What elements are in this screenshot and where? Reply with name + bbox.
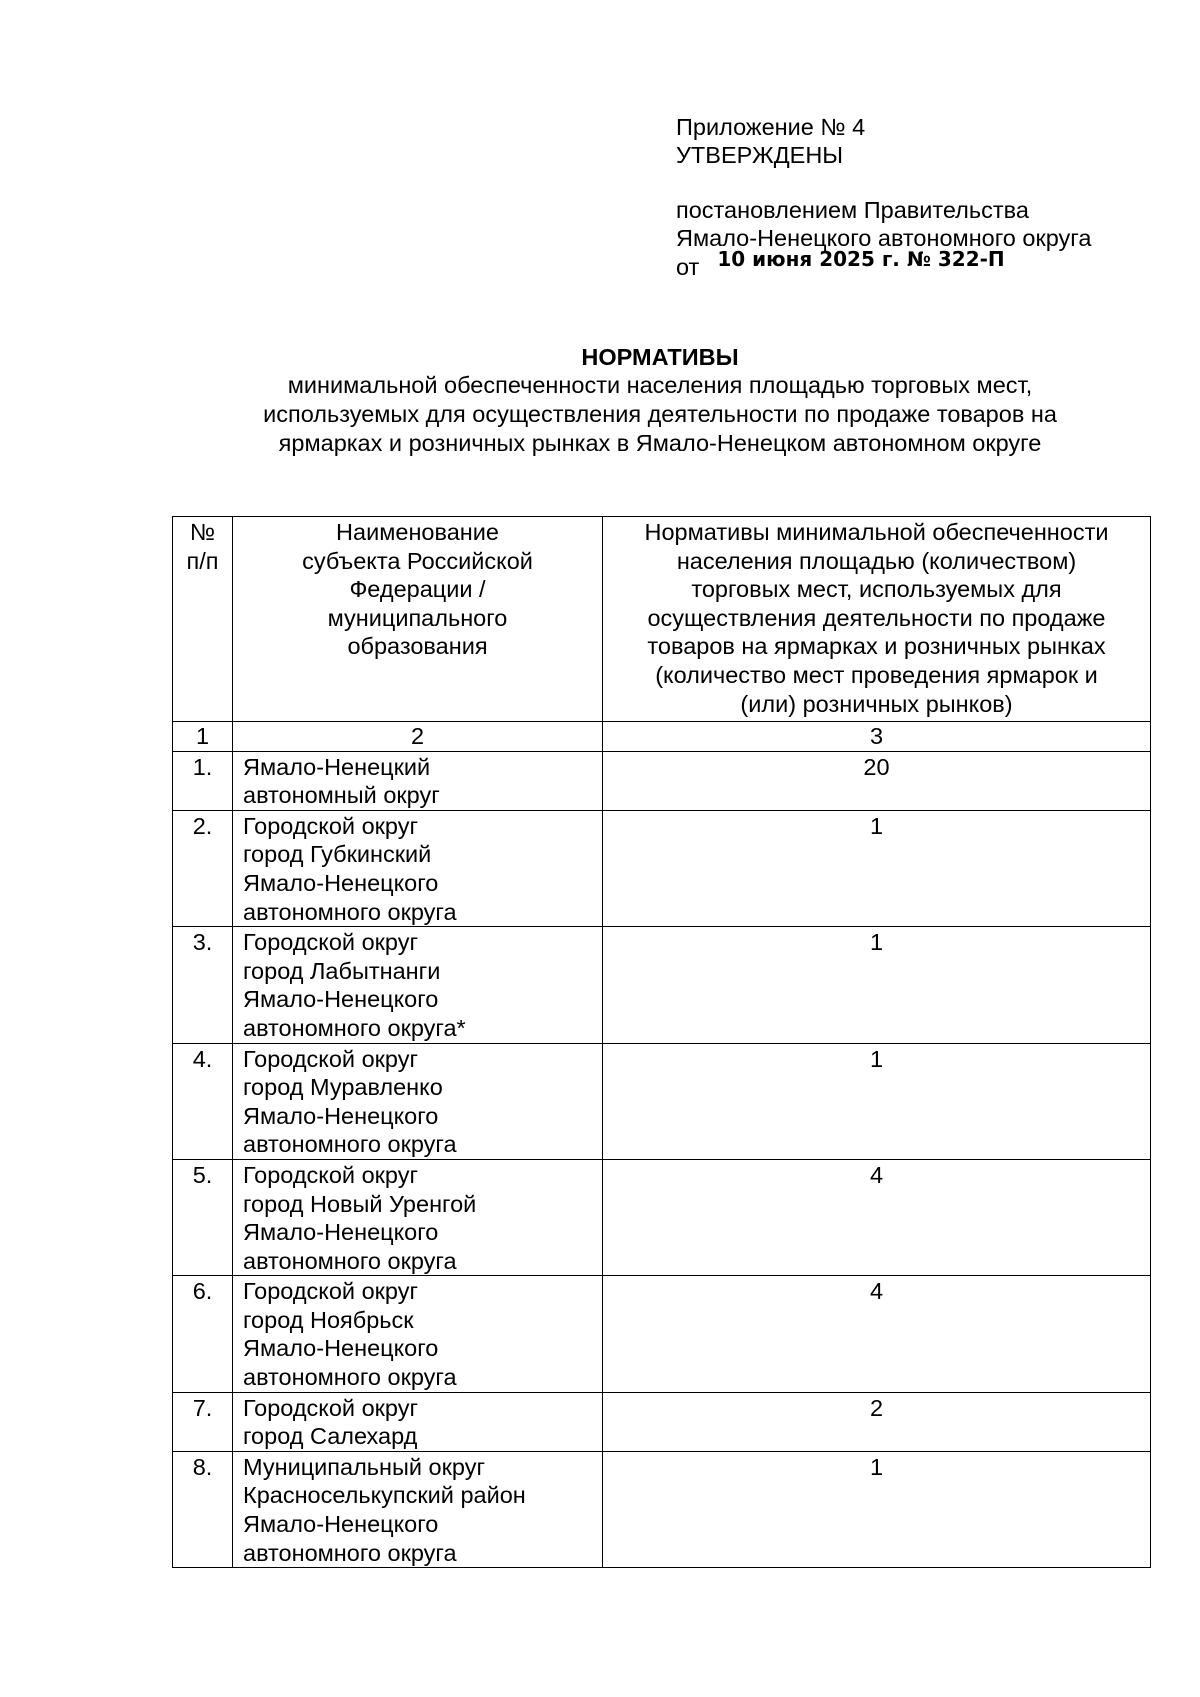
header-name: [233, 517, 603, 722]
subtitle-line: ярмарках и розничных рынках в Ямало-Ненецком автономном округе: [278, 430, 1042, 456]
municipality-name-line: автономный округ: [243, 782, 440, 809]
municipality-name-line: автономного округа: [243, 898, 457, 925]
subtitle-line: минимальной обеспеченности населения площадью торговых мест,: [287, 372, 1033, 398]
approved-label: УТВЕРЖДЕНЫ: [676, 141, 844, 168]
municipality-name-line: город Новый Уренгой: [243, 1190, 477, 1217]
table-row: [173, 1159, 1151, 1275]
municipality-name-line: автономного округа: [243, 1131, 457, 1158]
norm-value: 4: [603, 1159, 1151, 1275]
resolution-line-2: Ямало-Ненецкого автономного округа: [676, 224, 1092, 251]
table-row: [173, 1392, 1151, 1451]
municipality-name-line: Ямало-Ненецкий: [243, 753, 431, 780]
municipality-name-line: Ямало-Ненецкого: [243, 1335, 439, 1362]
municipality-name: [233, 1451, 603, 1567]
municipality-name-line: Городской округ: [243, 1394, 419, 1421]
document-title: НОРМАТИВЫ: [581, 344, 739, 370]
header-number: [173, 517, 233, 722]
municipality-name-line: город Салехард: [243, 1423, 418, 1450]
municipality-name-line: Городской округ: [243, 929, 419, 956]
column-number: 3: [603, 722, 1151, 752]
document-heading: [170, 343, 1150, 458]
resolution-date-line: [676, 247, 1176, 282]
norms-table: [172, 516, 1151, 1568]
header-line: №: [189, 519, 216, 545]
row-number: 7.: [173, 1392, 233, 1451]
table-row: [173, 751, 1151, 810]
municipality-name: [233, 927, 603, 1043]
municipality-name: [233, 1276, 603, 1392]
municipality-name-line: город Губкинский: [243, 841, 432, 868]
municipality-name-line: Ямало-Ненецкого: [243, 1511, 439, 1538]
municipality-name-line: автономного округа: [243, 1539, 457, 1566]
table-row: [173, 810, 1151, 926]
document-subtitle: [170, 371, 1150, 458]
norm-value: 1: [603, 1043, 1151, 1159]
municipality-name: [233, 1392, 603, 1451]
table-row: [173, 1276, 1151, 1392]
table-row: [173, 927, 1151, 1043]
header-norms: [603, 517, 1151, 722]
column-number-row: [173, 722, 1151, 752]
municipality-name-line: Муниципальный округ: [243, 1453, 486, 1480]
header-line: муниципального: [327, 604, 508, 631]
annex-label: Приложение № 4: [676, 114, 866, 140]
header-line: п/п: [186, 547, 219, 574]
row-number: 4.: [173, 1043, 233, 1159]
subtitle-line: используемых для осуществления деятельности по продаже товаров на: [263, 401, 1057, 427]
municipality-name-line: Городской округ: [243, 1045, 419, 1072]
header-line: Наименование: [336, 519, 499, 545]
table-header-row: [173, 517, 1151, 722]
municipality-name-line: Ямало-Ненецкого: [243, 986, 439, 1013]
municipality-name-line: автономного округа: [243, 1247, 457, 1274]
municipality-name-line: Красноселькупский район: [243, 1482, 526, 1509]
municipality-name: [233, 1043, 603, 1159]
header-line: торговых мест, используемых для: [691, 576, 1062, 603]
norm-value: 1: [603, 927, 1151, 1043]
row-number: 2.: [173, 810, 233, 926]
header-line: осуществления деятельности по продаже: [647, 604, 1106, 631]
row-number: 3.: [173, 927, 233, 1043]
table-row: [173, 1451, 1151, 1567]
row-number: 6.: [173, 1276, 233, 1392]
column-number: 2: [233, 722, 603, 752]
municipality-name: [233, 1159, 603, 1275]
header-line: образования: [347, 633, 488, 660]
header-line: субъекта Российской: [302, 547, 533, 574]
norm-value: 2: [603, 1392, 1151, 1451]
resolution-date-number: 10 июня 2025 г. № 322-П: [717, 247, 1005, 271]
header-line: товаров на ярмарках и розничных рынках: [647, 633, 1106, 660]
norm-value: 20: [603, 751, 1151, 810]
municipality-name: [233, 810, 603, 926]
municipality-name-line: Городской округ: [243, 1161, 419, 1188]
date-prefix: от: [676, 254, 700, 280]
header-line: Федерации /: [349, 576, 486, 603]
municipality-name-line: Ямало-Ненецкого: [243, 869, 439, 896]
row-number: 8.: [173, 1451, 233, 1567]
municipality-name-line: автономного округа: [243, 1364, 457, 1391]
municipality-name-line: город Муравленко: [243, 1074, 443, 1101]
municipality-name: [233, 751, 603, 810]
municipality-name-line: город Ноябрьск: [243, 1306, 414, 1333]
municipality-name-line: город Лабытнанги: [243, 957, 441, 984]
norm-value: 1: [603, 810, 1151, 926]
municipality-name-line: автономного округа*: [243, 1014, 466, 1041]
header-line: Нормативы минимальной обеспеченности: [644, 519, 1109, 545]
municipality-name-line: Городской округ: [243, 1278, 419, 1305]
header-line: (или) розничных рынков): [740, 690, 1013, 717]
municipality-name-line: Городской округ: [243, 812, 419, 839]
municipality-name-line: Ямало-Ненецкого: [243, 1219, 439, 1246]
table-row: [173, 1043, 1151, 1159]
row-number: 5.: [173, 1159, 233, 1275]
header-line: (количество мест проведения ярмарок и: [655, 661, 1098, 688]
header-line: населения площадью (количеством): [676, 547, 1077, 574]
row-number: 1.: [173, 751, 233, 810]
approval-block: [676, 114, 1176, 282]
municipality-name-line: Ямало-Ненецкого: [243, 1102, 439, 1129]
column-number: 1: [173, 722, 233, 752]
norm-value: 1: [603, 1451, 1151, 1567]
resolution-line-1: постановлением Правительства: [676, 197, 1029, 223]
norm-value: 4: [603, 1276, 1151, 1392]
